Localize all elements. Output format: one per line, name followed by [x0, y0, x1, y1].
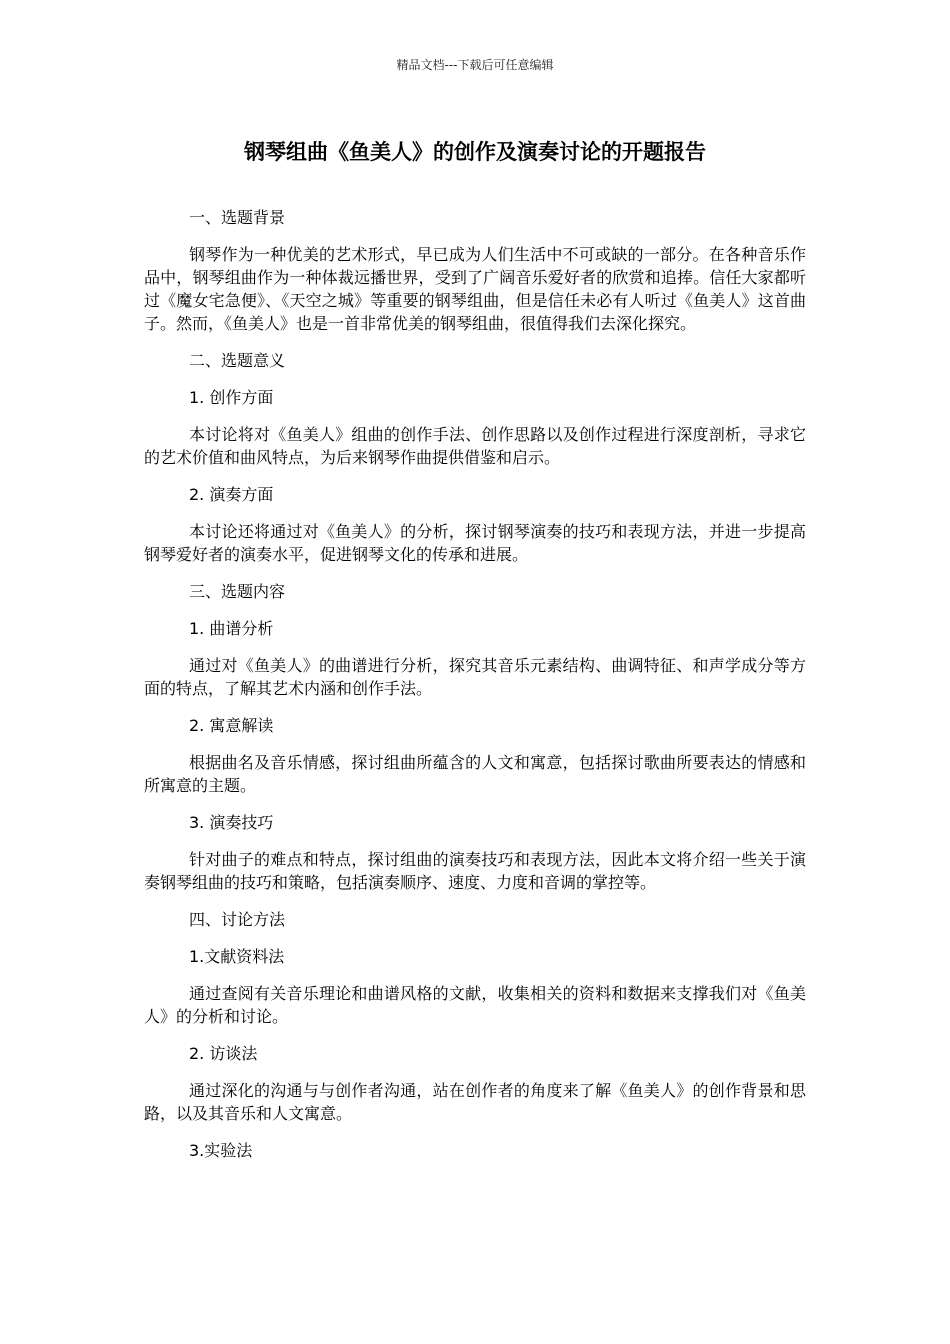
document-title: 钢琴组曲《鱼美人》的创作及演奏讨论的开题报告: [244, 140, 706, 164]
subheading-technique: 3. 演奏技巧: [189, 813, 274, 832]
paragraph-performance: 本讨论还将通过对《鱼美人》的分析，探讨钢琴演奏的技巧和表现方法，并进一步提高钢琴爱好者的演奏水平，促进钢琴文化的传承和进展。: [144, 522, 806, 564]
section-heading-significance: 二、选题意义: [189, 351, 286, 370]
subheading-interview: 2. 访谈法: [189, 1044, 258, 1063]
paragraph-composition: 本讨论将对《鱼美人》组曲的创作手法、创作思路以及创作过程进行深度剖析，寻求它的艺术价值和曲风特点，为后来钢琴作曲提供借鉴和启示。: [144, 425, 806, 467]
section-heading-content: 三、选题内容: [189, 582, 286, 601]
paragraph-score-analysis: 通过对《鱼美人》的曲谱进行分析，探究其音乐元素结构、曲调特征、和声学成分等方面的特点，了解其艺术内涵和创作手法。: [144, 656, 806, 698]
paragraph-technique: 针对曲子的难点和特点，探讨组曲的演奏技巧和表现方法，因此本文将介绍一些关于演奏钢琴组曲的技巧和策略，包括演奏顺序、速度、力度和音调的掌控等。: [144, 850, 806, 892]
paragraph-meaning: 根据曲名及音乐情感，探讨组曲所蕴含的人文和寓意，包括探讨歌曲所要表达的情感和所寓意的主题。: [144, 753, 806, 795]
document-body: [144, 206, 806, 1176]
paragraph-background: 钢琴作为一种优美的艺术形式，早已成为人们生活中不可或缺的一部分。在各种音乐作品中，钢琴组曲作为一种体裁远播世界，受到了广阔音乐爱好者的欣赏和追捧。信任大家都听过《魔女宅急便》、《天空之城》等重要的钢琴组曲，但是信任未必有人听过《鱼美人》这首曲子。然而，《鱼美人》也是一首非常优美的钢琴组曲，很值得我们去深化探究。: [144, 245, 806, 333]
subheading-literature: 1.文献资料法: [189, 947, 285, 966]
page-header-note: 精品文档---下载后可任意编辑: [396, 58, 554, 72]
section-heading-background: 一、选题背景: [189, 208, 286, 227]
subheading-composition: 1. 创作方面: [189, 388, 274, 407]
subheading-experiment: 3.实验法: [189, 1141, 253, 1160]
subheading-score-analysis: 1. 曲谱分析: [189, 619, 274, 638]
paragraph-literature: 通过查阅有关音乐理论和曲谱风格的文献，收集相关的资料和数据来支撑我们对《鱼美人》的分析和讨论。: [144, 984, 806, 1026]
paragraph-interview: 通过深化的沟通与与创作者沟通，站在创作者的角度来了解《鱼美人》的创作背景和思路，以及其音乐和人文寓意。: [144, 1081, 806, 1123]
subheading-meaning: 2. 寓意解读: [189, 716, 274, 735]
subheading-performance: 2. 演奏方面: [189, 485, 274, 504]
section-heading-methods: 四、讨论方法: [189, 910, 286, 929]
